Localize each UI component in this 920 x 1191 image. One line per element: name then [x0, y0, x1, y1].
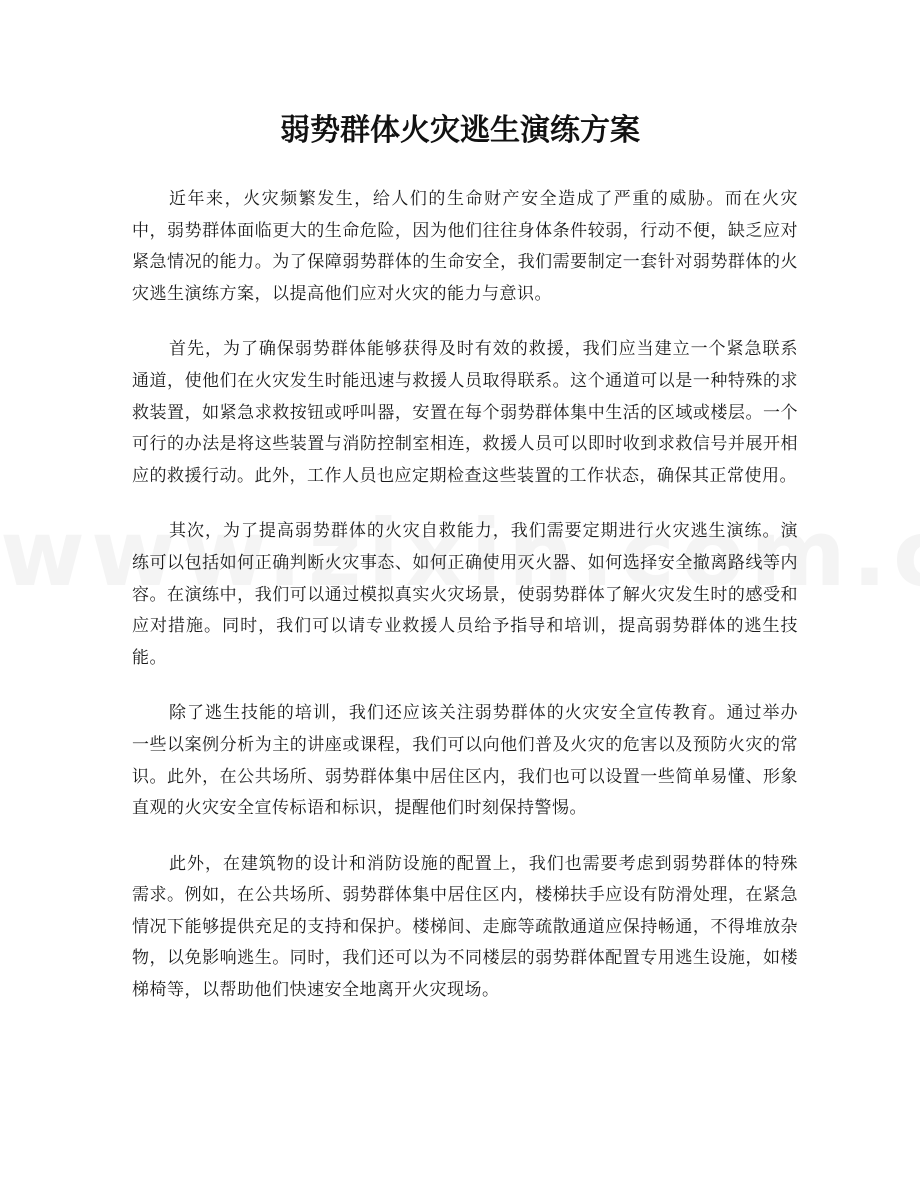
- paragraph-5: 此外，在建筑物的设计和消防设施的配置上，我们也需要考虑到弱势群体的特殊需求。例如，在公共场所、弱势群体集中居住区内，楼梯扶手应设有防滑处理，在紧急情况下能够提供充足的支持和保护。楼梯间、走廊等疏散通道应保持畅通，不得堆放杂物，以免影响逃生。同时，我们还可以为不同楼层的弱势群体配置专用逃生设施，如楼梯椅等，以帮助他们快速安全地离开火灾现场。: [132, 853, 798, 1001]
- paragraph-3: 其次，为了提高弱势群体的火灾自救能力，我们需要定期进行火灾逃生演练。演练可以包括如何正确判断火灾事态、如何正确使用灭火器、如何选择安全撤离路线等内容。在演练中，我们可以通过模拟真实火灾场景，使弱势群体了解火灾发生时的感受和应对措施。同时，我们可以请专业救援人员给予指导和培训，提高弱势群体的逃生技能。: [132, 521, 798, 668]
- document-title: 弱势群体火灾逃生演练方案: [280, 113, 640, 148]
- paragraph-4: 除了逃生技能的培训，我们还应该关注弱势群体的火灾安全宣传教育。通过举办一些以案例分析为主的讲座或课程，我们可以向他们普及火灾的危害以及预防火灾的常识。此外，在公共场所、弱势群体集中居住区内，我们也可以设置一些简单易懂、形象直观的火灾安全宣传标语和标识，提醒他们时刻保持警惕。: [132, 703, 798, 819]
- document-body: [132, 184, 798, 1031]
- paragraph-1: 近年来，火灾频繁发生，给人们的生命财产安全造成了严重的威胁。而在火灾中，弱势群体面临更大的生命危险，因为他们往往身体条件较弱，行动不便，缺乏应对紧急情况的能力。为了保障弱势群体的生命安全，我们需要制定一套针对弱势群体的火灾逃生演练方案，以提高他们应对火灾的能力与意识。: [132, 189, 798, 304]
- paragraph-2: 首先，为了确保弱势群体能够获得及时有效的救援，我们应当建立一个紧急联系通道，使他们在火灾发生时能迅速与救援人员取得联系。这个通道可以是一种特殊的求救装置，如紧急求救按钮或呼叫器，安置在每个弱势群体集中生活的区域或楼层。一个可行的办法是将这些装置与消防控制室相连，救援人员可以即时收到求救信号并展开相应的救援行动。此外，工作人员也应定期检查这些装置的工作状态，确保其正常使用。: [132, 339, 798, 486]
